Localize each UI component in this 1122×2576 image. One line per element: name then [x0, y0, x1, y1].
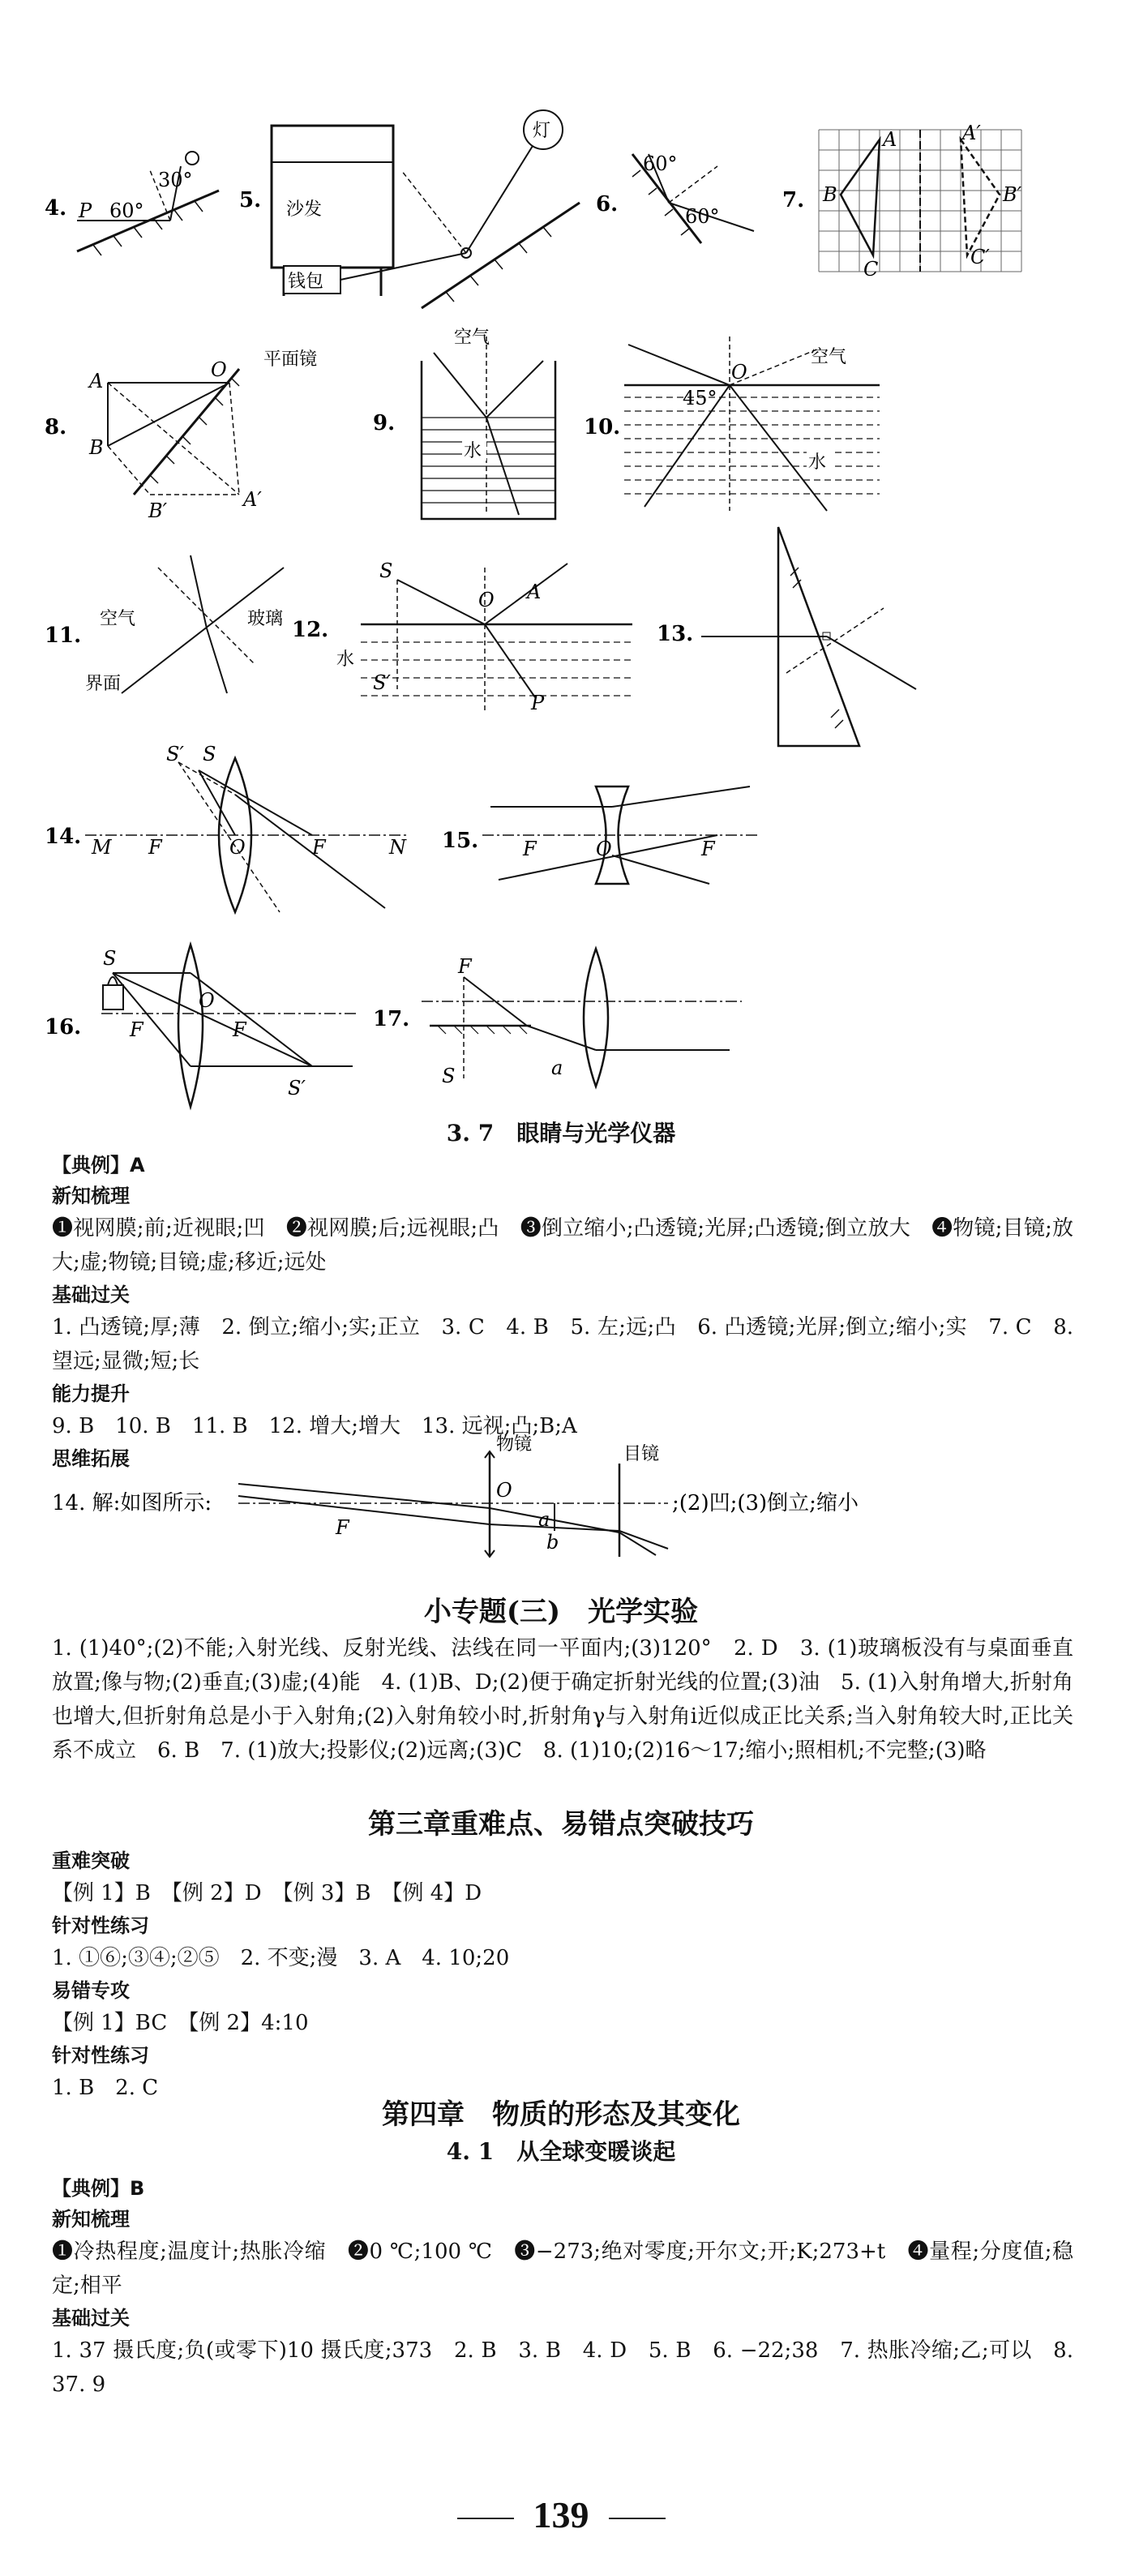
section-3-7-answers [52, 1150, 1073, 1474]
point-b: b [546, 1531, 559, 1554]
heading-xinzhi: 新知梳理 [52, 1185, 130, 1207]
figure-9 [373, 328, 584, 531]
point-s-prime: S′ [373, 671, 391, 694]
point-a-prime: A′ [962, 122, 981, 144]
nengli-answers: 9. B 10. B 11. B 12. 增大;增大 13. 远视;凸;B;A [52, 1414, 577, 1438]
experiment-answers [52, 1631, 1073, 1768]
figure-14 [45, 743, 426, 924]
label-interface: 界面 [85, 674, 122, 694]
point-s-prime: S′ [288, 1077, 306, 1099]
figure-number: 8. [45, 415, 67, 439]
angle-60: 60° [109, 199, 144, 222]
figure-number: 10. [584, 415, 621, 439]
label-lamp: 灯 [533, 121, 551, 141]
point-o: O [596, 838, 612, 860]
chapter-4-title: 第四章 物质的形态及其变化 [382, 2098, 740, 2131]
point-p: P [531, 692, 545, 714]
figure-number: 4. [45, 196, 67, 221]
ch3-answers [52, 1845, 1073, 2105]
heading-nengli: 能力提升 [52, 1382, 130, 1405]
figure-number: 13. [657, 622, 694, 646]
label-objective: 物镜 [496, 1434, 533, 1455]
section-title-4-1: 4. 1 从全球变暖谈起 [446, 2138, 676, 2165]
point-f-left: F [523, 838, 537, 860]
label-air: 空气 [100, 609, 136, 629]
section-title-3-7: 3. 7 眼睛与光学仪器 [446, 1120, 676, 1147]
point-f-right: F [701, 838, 715, 860]
angle-bottom: 60° [685, 205, 720, 228]
heading-jichu: 基础过关 [52, 2307, 130, 2330]
experiment-body: 1. (1)40°;(2)不能;入射光线、反射光线、法线在同一平面内;(3)120° 2. D 3. (1)玻璃板没有与桌面垂直放置;像与物;(2)垂直;(3)虚;(4)能 4. (1)B、D;(2)便于确定折射光线的位置;(3)油 5. (1)入射角增大,折射角也增大,但折射角总是小于入射角;(2)入射角较小时,折射角γ与入射角i近似成正比关系;当入射角较大时,正比关系不成立 6. B 7. (1)放大;投影仪;(2)远离;(3)C 8. (1)10;(2)16～17;缩小;照相机;不完整;(3)略 [52, 1636, 1073, 1763]
point-b: B [823, 183, 837, 206]
point-s: S [379, 559, 393, 582]
label-wallet: 钱包 [288, 272, 324, 292]
section-4-1-answers [52, 2173, 1073, 2402]
figure-6 [596, 138, 758, 268]
figure-8 [45, 332, 369, 527]
figure-number: 12. [292, 618, 329, 642]
figure-5 [239, 114, 588, 312]
point-c-prime: C′ [970, 246, 990, 268]
angle-top: 60° [643, 152, 678, 175]
label-air: 空气 [811, 347, 847, 367]
figure-number: 11. [45, 624, 82, 648]
page-number: 139 [533, 2494, 589, 2535]
q14-answers: ;(2)凹;(3)倒立;缩小 [672, 1491, 859, 1515]
figure-13 [657, 519, 924, 754]
xinzhi-answers: ❶视网膜;前;近视眼;凹 ❷视网膜;后;远视眼;凸 ❸倒立缩小;凸透镜;光屏;凸透镜;倒立放大 ❹物镜;目镜;放大;虚;物镜;目镜;虚;移近;远处 [52, 1216, 1073, 1275]
figure-12 [292, 559, 657, 722]
figure-number: 16. [45, 1015, 82, 1039]
label-glass: 玻璃 [247, 609, 284, 629]
point-a: A [883, 128, 897, 151]
point-a-prime: A′ [243, 488, 262, 511]
zhongnan-answers: 【例 1】B 【例 2】D 【例 3】B 【例 4】D [52, 1881, 482, 1905]
point-o: O [199, 989, 215, 1012]
figure-10 [584, 336, 892, 535]
figure-number: 15. [442, 829, 479, 853]
heading-yicuo: 易错专攻 [52, 1979, 130, 2002]
point-s: S [203, 743, 216, 765]
figure-number: 7. [782, 188, 805, 212]
section-title-ch3: 第三章重难点、易错点突破技巧 [368, 1808, 754, 1841]
figure-16 [45, 941, 369, 1119]
yicuo-answers: 【例 1】BC 【例 2】4:10 [52, 2011, 309, 2035]
point-s-prime: S′ [166, 743, 184, 765]
figure-number: 9. [373, 411, 396, 435]
jichu-answers: 1. 37 摄氏度;负(或零下)10 摄氏度;373 2. B 3. B 4. D 5. B 6. −22;38 7. 热胀冷缩;乙;可以 8. 37. 9 [52, 2338, 1073, 2397]
heading-zhenduixing-2: 针对性练习 [52, 2044, 149, 2067]
label-water: 水 [336, 649, 355, 670]
point-o: O [496, 1479, 512, 1502]
point-b: B [89, 436, 104, 459]
point-b-prime: B′ [148, 499, 168, 522]
heading-jichu: 基础过关 [52, 1284, 130, 1306]
figure-number: 6. [596, 192, 619, 216]
heading-siwei: 思维拓展 [52, 1447, 130, 1470]
section-title-experiment: 小专题(三) 光学实验 [423, 1596, 699, 1628]
point-f-left: F [148, 836, 162, 859]
angle-45: 45° [683, 387, 717, 409]
zhenduixing-2-answers: 1. B 2. C [52, 2076, 159, 2100]
label-eyepiece: 目镜 [623, 1444, 660, 1464]
point-a: A [527, 581, 542, 603]
figure-11 [45, 551, 304, 714]
label-water: 水 [808, 452, 827, 473]
point-n: N [389, 836, 406, 859]
point-f: F [458, 955, 472, 978]
zhenduixing-1-answers: 1. ①⑥;③④;②⑤ 2. 不变;漫 3. A 4. 10;20 [52, 1946, 510, 1970]
point-o: O [731, 361, 747, 384]
point-f-right: F [233, 1018, 246, 1041]
figure-15 [442, 774, 766, 912]
label-water: 水 [464, 441, 482, 461]
point-b-prime: B′ [1003, 183, 1022, 206]
point-f: F [336, 1516, 349, 1539]
label-air: 空气 [454, 328, 490, 348]
page-number-footer [0, 2493, 1122, 2536]
point-s: S [103, 947, 117, 970]
point-c: C [863, 258, 879, 281]
dianli-line: 【典例】A [52, 1154, 145, 1177]
heading-zhongnan: 重难突破 [52, 1849, 130, 1872]
figure-number: 14. [45, 825, 82, 849]
dianli-line: 【典例】B [52, 2177, 145, 2200]
point-o: O [478, 589, 495, 611]
jichu-answers: 1. 凸透镜;厚;薄 2. 倒立;缩小;实;正立 3. C 4. B 5. 左;远;凸 6. 凸透镜;光屏;倒立;缩小;实 7. C 8. 望远;显微;短;长 [52, 1315, 1073, 1374]
figure-number: 5. [239, 188, 262, 212]
point-a: A [89, 370, 104, 392]
angle-30: 30° [158, 169, 193, 191]
figure-7 [782, 122, 1042, 284]
point-m: M [92, 836, 112, 859]
point-s: S [442, 1065, 456, 1087]
q14-prefix: 14. 解:如图所示: [52, 1491, 212, 1515]
point-o: O [229, 836, 246, 859]
figure-q14-microscope [52, 1435, 1073, 1557]
figure-17 [373, 945, 746, 1107]
figure-4 [45, 130, 231, 280]
xinzhi-answers: ❶冷热程度;温度计;热胀冷缩 ❷0 ℃;100 ℃ ❸−273;绝对零度;开尔文;开;K;273+t ❹量程;分度值;稳定;相平 [52, 2240, 1073, 2298]
label-sofa: 沙发 [286, 199, 323, 220]
heading-zhenduixing-1: 针对性练习 [52, 1914, 149, 1937]
label-plane-mirror: 平面镜 [263, 349, 318, 370]
heading-xinzhi: 新知梳理 [52, 2208, 130, 2231]
figure-number: 17. [373, 1007, 410, 1031]
point-f-left: F [130, 1018, 143, 1041]
point-o: O [211, 358, 227, 381]
point-a: a [538, 1508, 550, 1531]
label-p: P [79, 199, 92, 222]
point-f-right: F [312, 836, 326, 859]
point-a: a [551, 1057, 563, 1079]
